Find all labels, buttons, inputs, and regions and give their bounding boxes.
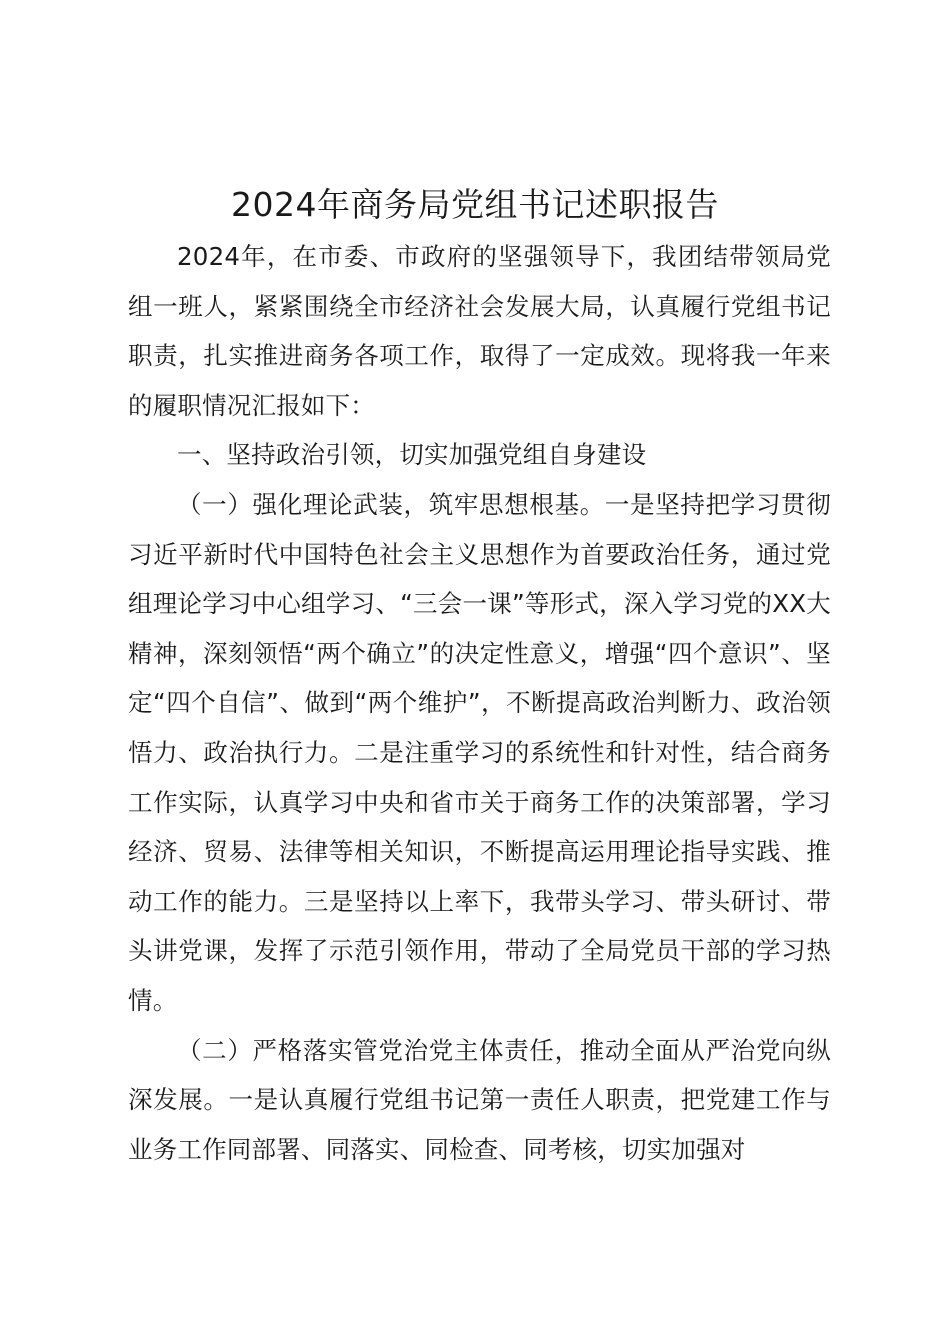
subsection-paragraph-1: （一）强化理论武装，筑牢思想根基。一是坚持把学习贯彻习近平新时代中国特色社会主义思想作为首要政治任务，通过党组理论学习中心组学习、“三会一课”等形式，深入学习党的XX大精神，深刻领悟“两个确立”的决定性意义，增强“四个意识”、坚定“四个自信”、做到“两个维护”，不断提高政治判断力、政治领悟力、政治执行力。二是注重学习的系统性和针对性，结合商务工作实际，认真学习中央和省市关于商务工作的决策部署，学习经济、贸易、法律等相关知识，不断提高运用理论指导实践、推动工作的能力。三是坚持以上率下，我带头学习、带头研讨、带头讲党课，发挥了示范引领作用，带动了全局党员干部的学习热情。	[128, 489, 831, 1015]
subsection-paragraph-2: （二）严格落实管党治党主体责任，推动全面从严治党向纵深发展。一是认真履行党组书记第一责任人职责，把党建工作与业务工作同部署、同落实、同检查、同考核，切实加强对	[128, 1035, 831, 1164]
intro-paragraph: 2024年，在市委、市政府的坚强领导下，我团结带领局党组一班人，紧紧围绕全市经济社会发展大局，认真履行党组书记职责，扎实推进商务各项工作，取得了一定成效。现将我一年来的履职情况汇报如下：	[128, 242, 831, 420]
document-title: 2024年商务局党组书记述职报告	[231, 185, 719, 224]
document-body	[128, 232, 831, 1174]
section-heading-1: 一、坚持政治引领，切实加强党组自身建设	[177, 440, 647, 470]
